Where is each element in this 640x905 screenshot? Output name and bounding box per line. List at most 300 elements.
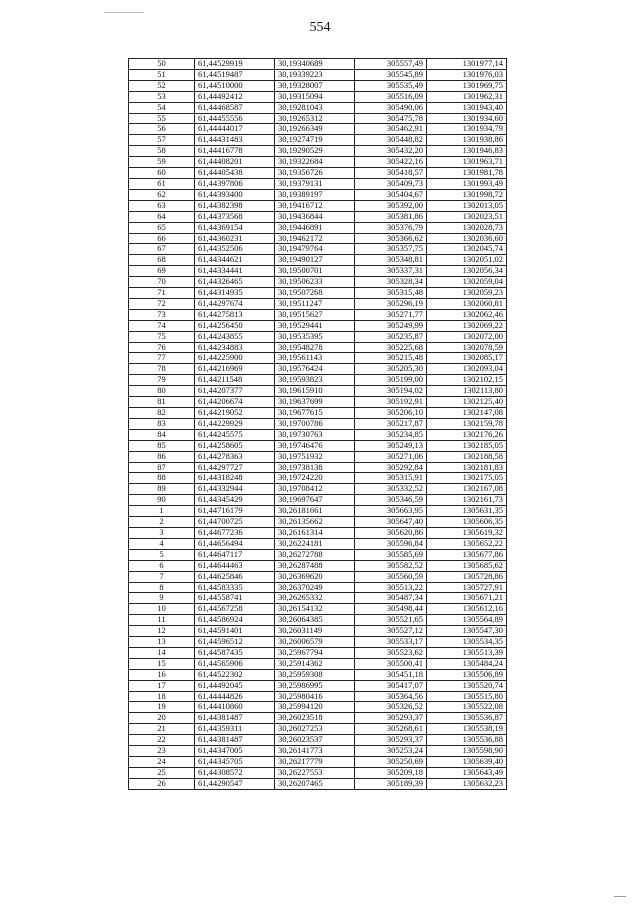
longitude-cell: 30,19746476 (275, 440, 355, 451)
x-coordinate-cell: 305516,09 (355, 91, 427, 102)
y-coordinate-cell: 1305484,24 (427, 658, 507, 669)
y-coordinate-cell: 1302051,02 (427, 255, 507, 266)
table-row (129, 538, 507, 549)
latitude-cell: 61,44565906 (195, 658, 275, 669)
x-coordinate-cell: 305500,41 (355, 658, 427, 669)
table-row (129, 255, 507, 266)
y-coordinate-cell: 1302059,04 (427, 277, 507, 288)
longitude-cell: 30,25959308 (275, 669, 355, 680)
point-number-cell: 61 (129, 178, 195, 189)
table-row (129, 767, 507, 778)
point-number-cell: 81 (129, 397, 195, 408)
table-row (129, 309, 507, 320)
point-number-cell: 19 (129, 702, 195, 713)
x-coordinate-cell: 305513,22 (355, 582, 427, 593)
x-coordinate-cell: 305271,06 (355, 451, 427, 462)
x-coordinate-cell: 305225,68 (355, 342, 427, 353)
latitude-cell: 61,44314935 (195, 288, 275, 299)
y-coordinate-cell: 1302175,05 (427, 473, 507, 484)
point-number-cell: 83 (129, 418, 195, 429)
longitude-cell: 30,19637699 (275, 397, 355, 408)
y-coordinate-cell: 1305522,08 (427, 702, 507, 713)
point-number-cell: 64 (129, 211, 195, 222)
longitude-cell: 30,19751932 (275, 451, 355, 462)
latitude-cell: 61,44591401 (195, 626, 275, 637)
longitude-cell: 30,19356726 (275, 168, 355, 179)
point-number-cell: 68 (129, 255, 195, 266)
x-coordinate-cell: 305560,59 (355, 571, 427, 582)
x-coordinate-cell: 305582,52 (355, 560, 427, 571)
latitude-cell: 61,44416778 (195, 146, 275, 157)
point-number-cell: 20 (129, 713, 195, 724)
y-coordinate-cell: 1302078,59 (427, 342, 507, 353)
longitude-cell: 30,19416712 (275, 200, 355, 211)
point-number-cell: 86 (129, 451, 195, 462)
longitude-cell: 30,19436844 (275, 211, 355, 222)
y-coordinate-cell: 1302093,04 (427, 364, 507, 375)
latitude-cell: 61,44297674 (195, 298, 275, 309)
y-coordinate-cell: 1302059,23 (427, 288, 507, 299)
x-coordinate-cell: 305268,61 (355, 724, 427, 735)
x-coordinate-cell: 305194,02 (355, 386, 427, 397)
table-row (129, 495, 507, 506)
table-row (129, 266, 507, 277)
x-coordinate-cell: 305432,20 (355, 146, 427, 157)
page-number: 554 (309, 20, 331, 35)
x-coordinate-cell: 305292,84 (355, 462, 427, 473)
table-row (129, 440, 507, 451)
table-row (129, 702, 507, 713)
x-coordinate-cell: 305663,95 (355, 506, 427, 517)
x-coordinate-cell: 305527,12 (355, 626, 427, 637)
latitude-cell: 61,44408201 (195, 157, 275, 168)
point-number-cell: 84 (129, 429, 195, 440)
y-coordinate-cell: 1305538,19 (427, 724, 507, 735)
y-coordinate-cell: 1305643,49 (427, 767, 507, 778)
x-coordinate-cell: 305346,59 (355, 495, 427, 506)
point-number-cell: 7 (129, 571, 195, 582)
longitude-cell: 30,19322684 (275, 157, 355, 168)
x-coordinate-cell: 305271,77 (355, 309, 427, 320)
longitude-cell: 30,26023518 (275, 713, 355, 724)
point-number-cell: 87 (129, 462, 195, 473)
x-coordinate-cell: 305462,91 (355, 124, 427, 135)
x-coordinate-cell: 305366,62 (355, 233, 427, 244)
x-coordinate-cell: 305296,19 (355, 298, 427, 309)
longitude-cell: 30,19265312 (275, 113, 355, 124)
longitude-cell: 30,25994120 (275, 702, 355, 713)
longitude-cell: 30,19615910 (275, 386, 355, 397)
latitude-cell: 61,44431483 (195, 135, 275, 146)
x-coordinate-cell: 305234,85 (355, 429, 427, 440)
table-row (129, 91, 507, 102)
latitude-cell: 61,44347005 (195, 746, 275, 757)
point-number-cell: 1 (129, 506, 195, 517)
point-number-cell: 21 (129, 724, 195, 735)
latitude-cell: 61,44278363 (195, 451, 275, 462)
x-coordinate-cell: 305448,82 (355, 135, 427, 146)
table-row (129, 211, 507, 222)
latitude-cell: 61,44455556 (195, 113, 275, 124)
longitude-cell: 30,26370249 (275, 582, 355, 593)
y-coordinate-cell: 1305639,40 (427, 757, 507, 768)
table-row (129, 288, 507, 299)
x-coordinate-cell: 305523,62 (355, 647, 427, 658)
x-coordinate-cell: 305293,37 (355, 735, 427, 746)
x-coordinate-cell: 305215,48 (355, 353, 427, 364)
longitude-cell: 30,25914362 (275, 658, 355, 669)
table-row (129, 135, 507, 146)
y-coordinate-cell: 1301963,71 (427, 157, 507, 168)
table-row (129, 517, 507, 528)
x-coordinate-cell: 305217,87 (355, 418, 427, 429)
x-coordinate-cell: 305364,56 (355, 691, 427, 702)
latitude-cell: 61,44373568 (195, 211, 275, 222)
x-coordinate-cell: 305189,39 (355, 778, 427, 789)
table-row (129, 451, 507, 462)
table-row (129, 222, 507, 233)
point-number-cell: 82 (129, 408, 195, 419)
scan-artifact-line (104, 12, 144, 13)
latitude-cell: 61,44318248 (195, 473, 275, 484)
y-coordinate-cell: 1302045,74 (427, 244, 507, 255)
y-coordinate-cell: 1302036,60 (427, 233, 507, 244)
y-coordinate-cell: 1301943,40 (427, 102, 507, 113)
x-coordinate-cell: 305337,31 (355, 266, 427, 277)
table-row (129, 157, 507, 168)
table-row (129, 418, 507, 429)
y-coordinate-cell: 1301981,78 (427, 168, 507, 179)
point-number-cell: 22 (129, 735, 195, 746)
latitude-cell: 61,44677236 (195, 527, 275, 538)
y-coordinate-cell: 1305506,89 (427, 669, 507, 680)
point-number-cell: 12 (129, 626, 195, 637)
x-coordinate-cell: 305326,52 (355, 702, 427, 713)
table-row (129, 80, 507, 91)
table-row (129, 626, 507, 637)
point-number-cell: 89 (129, 484, 195, 495)
point-number-cell: 9 (129, 593, 195, 604)
latitude-cell: 61,44326465 (195, 277, 275, 288)
y-coordinate-cell: 1305612,16 (427, 604, 507, 615)
point-number-cell: 75 (129, 331, 195, 342)
latitude-cell: 61,44234883 (195, 342, 275, 353)
y-coordinate-cell: 1301969,75 (427, 80, 507, 91)
x-coordinate-cell: 305205,30 (355, 364, 427, 375)
y-coordinate-cell: 1302062,46 (427, 309, 507, 320)
longitude-cell: 30,26272788 (275, 549, 355, 560)
x-coordinate-cell: 305404,67 (355, 189, 427, 200)
latitude-cell: 61,44369154 (195, 222, 275, 233)
latitude-cell: 61,44334441 (195, 266, 275, 277)
longitude-cell: 30,19266349 (275, 124, 355, 135)
latitude-cell: 61,44344621 (195, 255, 275, 266)
longitude-cell: 30,19490127 (275, 255, 355, 266)
y-coordinate-cell: 1301946,83 (427, 146, 507, 157)
table-row (129, 604, 507, 615)
latitude-cell: 61,44583335 (195, 582, 275, 593)
table-row (129, 593, 507, 604)
latitude-cell: 61,44647117 (195, 549, 275, 560)
point-number-cell: 79 (129, 375, 195, 386)
y-coordinate-cell: 1302147,08 (427, 408, 507, 419)
latitude-cell: 61,44352506 (195, 244, 275, 255)
point-number-cell: 10 (129, 604, 195, 615)
x-coordinate-cell: 305253,24 (355, 746, 427, 757)
x-coordinate-cell: 305199,00 (355, 375, 427, 386)
x-coordinate-cell: 305535,49 (355, 80, 427, 91)
table-row (129, 746, 507, 757)
point-number-cell: 78 (129, 364, 195, 375)
longitude-cell: 30,19697647 (275, 495, 355, 506)
y-coordinate-cell: 1305727,91 (427, 582, 507, 593)
longitude-cell: 30,19340689 (275, 59, 355, 70)
point-number-cell: 50 (129, 59, 195, 70)
point-number-cell: 3 (129, 527, 195, 538)
latitude-cell: 61,44243855 (195, 331, 275, 342)
table-row (129, 200, 507, 211)
latitude-cell: 61,44393400 (195, 189, 275, 200)
latitude-cell: 61,44258605 (195, 440, 275, 451)
scan-corner-mark (614, 896, 626, 897)
table-row (129, 691, 507, 702)
table-row (129, 582, 507, 593)
y-coordinate-cell: 1305677,86 (427, 549, 507, 560)
longitude-cell: 30,26027253 (275, 724, 355, 735)
table-row (129, 146, 507, 157)
point-number-cell: 73 (129, 309, 195, 320)
longitude-cell: 30,26227553 (275, 767, 355, 778)
y-coordinate-cell: 1302102,15 (427, 375, 507, 386)
table-row (129, 320, 507, 331)
longitude-cell: 30,25967794 (275, 647, 355, 658)
longitude-cell: 30,19708412 (275, 484, 355, 495)
point-number-cell: 59 (129, 157, 195, 168)
y-coordinate-cell: 1305631,35 (427, 506, 507, 517)
longitude-cell: 30,19515627 (275, 309, 355, 320)
latitude-cell: 61,44381487 (195, 713, 275, 724)
table-row (129, 615, 507, 626)
latitude-cell: 61,44444826 (195, 691, 275, 702)
table-row (129, 647, 507, 658)
x-coordinate-cell: 305585,69 (355, 549, 427, 560)
y-coordinate-cell: 1302185,05 (427, 440, 507, 451)
latitude-cell: 61,44256450 (195, 320, 275, 331)
longitude-cell: 30,19724220 (275, 473, 355, 484)
longitude-cell: 30,26369620 (275, 571, 355, 582)
x-coordinate-cell: 305417,07 (355, 680, 427, 691)
longitude-cell: 30,19576424 (275, 364, 355, 375)
latitude-cell: 61,44567258 (195, 604, 275, 615)
table-row (129, 331, 507, 342)
point-number-cell: 5 (129, 549, 195, 560)
latitude-cell: 61,44290547 (195, 778, 275, 789)
longitude-cell: 30,19529441 (275, 320, 355, 331)
point-number-cell: 23 (129, 746, 195, 757)
x-coordinate-cell: 305487,34 (355, 593, 427, 604)
latitude-cell: 61,44345705 (195, 757, 275, 768)
longitude-cell: 30,19730763 (275, 429, 355, 440)
point-number-cell: 4 (129, 538, 195, 549)
latitude-cell: 61,44382398 (195, 200, 275, 211)
table-row (129, 778, 507, 789)
x-coordinate-cell: 305235,87 (355, 331, 427, 342)
longitude-cell: 30,26161314 (275, 527, 355, 538)
longitude-cell: 30,19274719 (275, 135, 355, 146)
table-row (129, 527, 507, 538)
latitude-cell: 61,44625846 (195, 571, 275, 582)
y-coordinate-cell: 1305515,80 (427, 691, 507, 702)
point-number-cell: 62 (129, 189, 195, 200)
point-number-cell: 58 (129, 146, 195, 157)
point-number-cell: 13 (129, 637, 195, 648)
point-number-cell: 57 (129, 135, 195, 146)
table-row (129, 571, 507, 582)
latitude-cell: 61,44522302 (195, 669, 275, 680)
table-row (129, 244, 507, 255)
x-coordinate-cell: 305498,44 (355, 604, 427, 615)
longitude-cell: 30,26287488 (275, 560, 355, 571)
latitude-cell: 61,44207377 (195, 386, 275, 397)
y-coordinate-cell: 1305606,35 (427, 517, 507, 528)
point-number-cell: 69 (129, 266, 195, 277)
longitude-cell: 30,25980416 (275, 691, 355, 702)
table-row (129, 680, 507, 691)
point-number-cell: 71 (129, 288, 195, 299)
table-row (129, 757, 507, 768)
longitude-cell: 30,19500701 (275, 266, 355, 277)
longitude-cell: 30,19593823 (275, 375, 355, 386)
longitude-cell: 30,26064385 (275, 615, 355, 626)
x-coordinate-cell: 305557,49 (355, 59, 427, 70)
table-row (129, 102, 507, 113)
point-number-cell: 6 (129, 560, 195, 571)
longitude-cell: 30,26207465 (275, 778, 355, 789)
y-coordinate-cell: 1301962,31 (427, 91, 507, 102)
table-row (129, 375, 507, 386)
y-coordinate-cell: 1302181,83 (427, 462, 507, 473)
x-coordinate-cell: 305418,57 (355, 168, 427, 179)
point-number-cell: 77 (129, 353, 195, 364)
table-row (129, 233, 507, 244)
point-number-cell: 70 (129, 277, 195, 288)
y-coordinate-cell: 1305536,87 (427, 713, 507, 724)
longitude-cell: 30,19548278 (275, 342, 355, 353)
table-row (129, 178, 507, 189)
longitude-cell: 30,19738138 (275, 462, 355, 473)
x-coordinate-cell: 305250,69 (355, 757, 427, 768)
longitude-cell: 30,26217779 (275, 757, 355, 768)
latitude-cell: 61,44381487 (195, 735, 275, 746)
y-coordinate-cell: 1302167,08 (427, 484, 507, 495)
y-coordinate-cell: 1301993,49 (427, 178, 507, 189)
x-coordinate-cell: 305206,10 (355, 408, 427, 419)
y-coordinate-cell: 1305671,21 (427, 593, 507, 604)
latitude-cell: 61,44519487 (195, 69, 275, 80)
latitude-cell: 61,44216969 (195, 364, 275, 375)
y-coordinate-cell: 1305598,90 (427, 746, 507, 757)
y-coordinate-cell: 1301976,03 (427, 69, 507, 80)
longitude-cell: 30,26031149 (275, 626, 355, 637)
table-row (129, 669, 507, 680)
point-number-cell: 56 (129, 124, 195, 135)
y-coordinate-cell: 1301938,86 (427, 135, 507, 146)
latitude-cell: 61,44716179 (195, 506, 275, 517)
table-row (129, 69, 507, 80)
point-number-cell: 90 (129, 495, 195, 506)
latitude-cell: 61,44596512 (195, 637, 275, 648)
point-number-cell: 60 (129, 168, 195, 179)
latitude-cell: 61,44468587 (195, 102, 275, 113)
latitude-cell: 61,44529919 (195, 59, 275, 70)
latitude-cell: 61,44219052 (195, 408, 275, 419)
table-row (129, 713, 507, 724)
y-coordinate-cell: 1302028,73 (427, 222, 507, 233)
y-coordinate-cell: 1305632,23 (427, 778, 507, 789)
latitude-cell: 61,44558741 (195, 593, 275, 604)
x-coordinate-cell: 305545,89 (355, 69, 427, 80)
point-number-cell: 2 (129, 517, 195, 528)
longitude-cell: 30,26141773 (275, 746, 355, 757)
table-row (129, 277, 507, 288)
point-number-cell: 54 (129, 102, 195, 113)
x-coordinate-cell: 305409,73 (355, 178, 427, 189)
latitude-cell: 61,44297727 (195, 462, 275, 473)
table-row (129, 549, 507, 560)
longitude-cell: 30,26006579 (275, 637, 355, 648)
y-coordinate-cell: 1302013,05 (427, 200, 507, 211)
longitude-cell: 30,19328007 (275, 80, 355, 91)
y-coordinate-cell: 1302023,51 (427, 211, 507, 222)
x-coordinate-cell: 305328,34 (355, 277, 427, 288)
table-row (129, 353, 507, 364)
x-coordinate-cell: 305620,86 (355, 527, 427, 538)
table-row (129, 189, 507, 200)
latitude-cell: 61,44410860 (195, 702, 275, 713)
longitude-cell: 30,19479764 (275, 244, 355, 255)
longitude-cell: 30,26154132 (275, 604, 355, 615)
y-coordinate-cell: 1301934,79 (427, 124, 507, 135)
x-coordinate-cell: 305376,79 (355, 222, 427, 233)
longitude-cell: 30,26023537 (275, 735, 355, 746)
longitude-cell: 30,19281043 (275, 102, 355, 113)
x-coordinate-cell: 305422,16 (355, 157, 427, 168)
point-number-cell: 17 (129, 680, 195, 691)
longitude-cell: 30,26265332 (275, 593, 355, 604)
x-coordinate-cell: 305249,13 (355, 440, 427, 451)
x-coordinate-cell: 305315,48 (355, 288, 427, 299)
y-coordinate-cell: 1302060,81 (427, 298, 507, 309)
y-coordinate-cell: 1301998,72 (427, 189, 507, 200)
y-coordinate-cell: 1305536,88 (427, 735, 507, 746)
y-coordinate-cell: 1305685,62 (427, 560, 507, 571)
latitude-cell: 61,44308572 (195, 767, 275, 778)
x-coordinate-cell: 305293,37 (355, 713, 427, 724)
longitude-cell: 30,26181661 (275, 506, 355, 517)
x-coordinate-cell: 305357,75 (355, 244, 427, 255)
x-coordinate-cell: 305451,18 (355, 669, 427, 680)
x-coordinate-cell: 305332,52 (355, 484, 427, 495)
point-number-cell: 55 (129, 113, 195, 124)
x-coordinate-cell: 305209,18 (355, 767, 427, 778)
y-coordinate-cell: 1305564,89 (427, 615, 507, 626)
y-coordinate-cell: 1305520,74 (427, 680, 507, 691)
longitude-cell: 30,25986995 (275, 680, 355, 691)
x-coordinate-cell: 305490,06 (355, 102, 427, 113)
point-number-cell: 15 (129, 658, 195, 669)
table-row (129, 364, 507, 375)
longitude-cell: 30,19446891 (275, 222, 355, 233)
